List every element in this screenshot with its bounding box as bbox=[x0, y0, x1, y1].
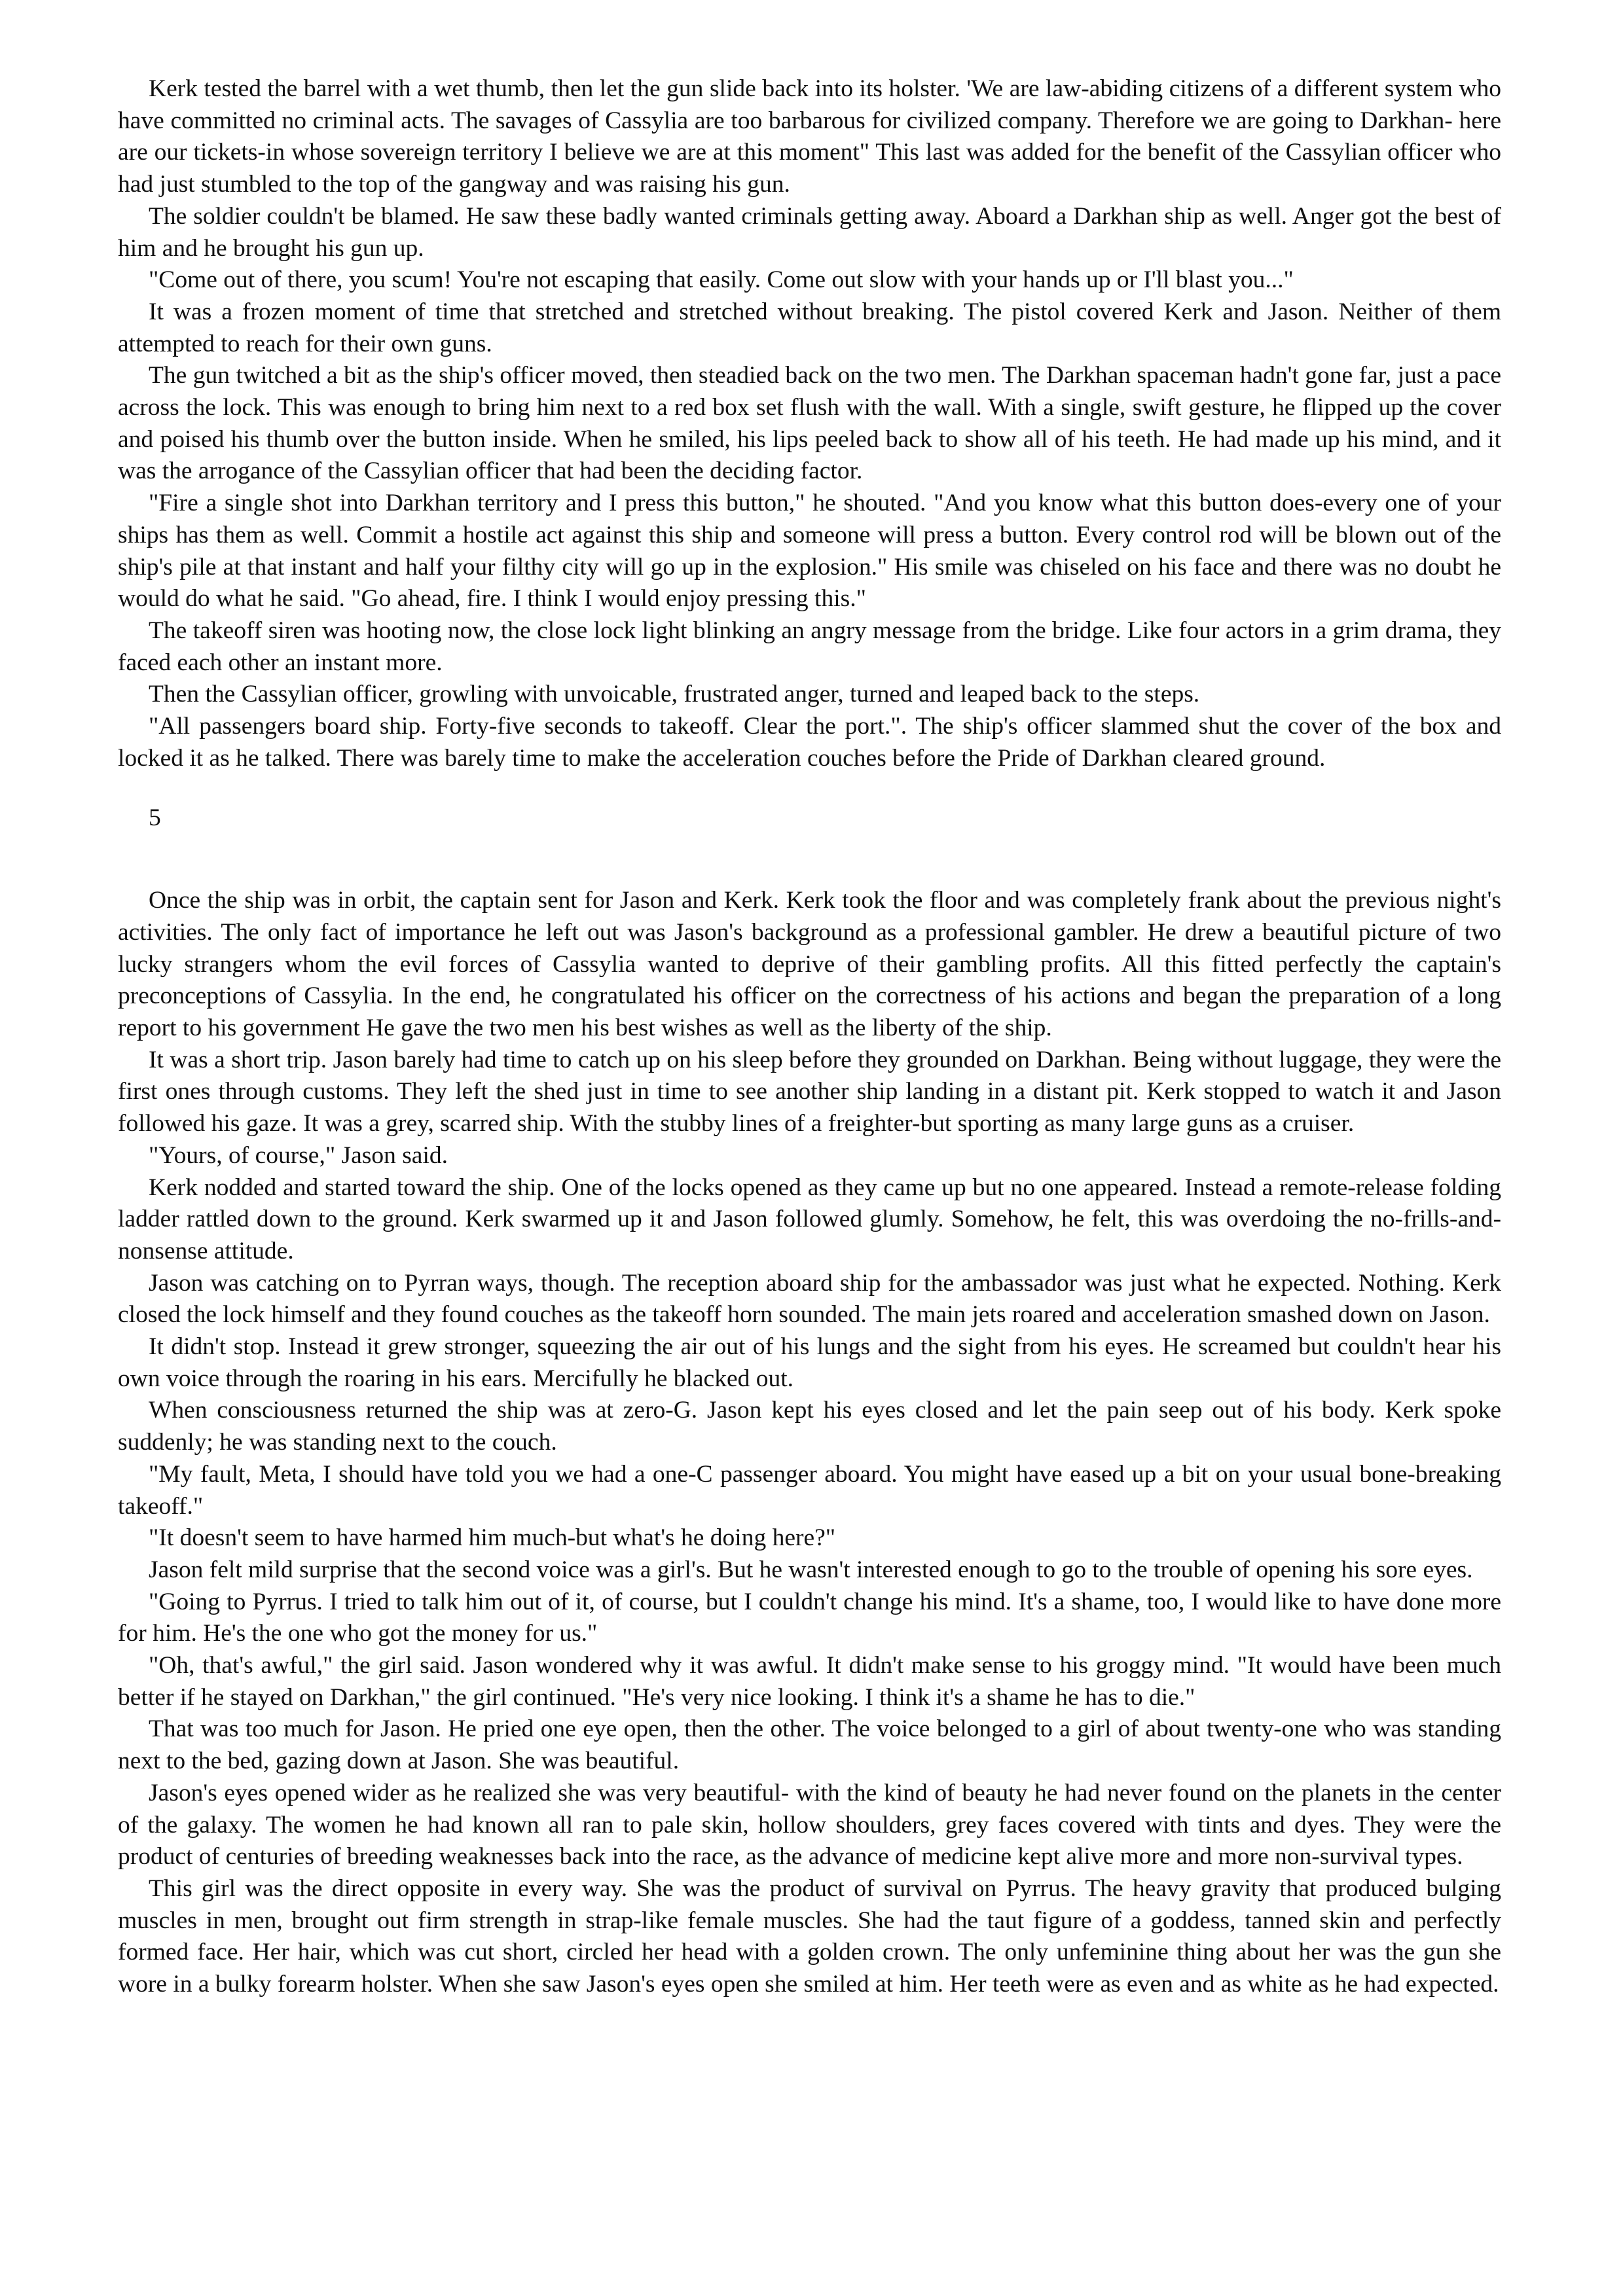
paragraph: "Oh, that's awful," the girl said. Jason wondered why it was awful. It didn't make sense to his groggy mind. "It would have been much better if he stayed on Darkhan," the girl continued. "He's very nice looking. I think it's a shame he has to die." bbox=[118, 1652, 1501, 1711]
paragraph: "Fire a single shot into Darkhan territory and I press this button," he shouted. "And you know what this button does-every one of your ships has them as well. Commit a hostile act against this ship and someone will press a button. Every control rod will be blown out of the ship's pile at that instant and half your filthy city will go up in the explosion." His smile was chiseled on his face and there was no doubt he would do what he said. "Go ahead, fire. I think I would enjoy pressing this." bbox=[118, 490, 1501, 613]
paragraph: It didn't stop. Instead it grew stronger, squeezing the air out of his lungs and the sight from his eyes. He screamed but couldn't hear his own voice through the roaring in his ears. Mercifully he blacked out. bbox=[118, 1333, 1501, 1392]
paragraph: When consciousness returned the ship was at zero-G. Jason kept his eyes closed and let the pain seep out of his body. Kerk spoke suddenly; he was standing next to the couch. bbox=[118, 1397, 1501, 1456]
paragraph: The takeoff siren was hooting now, the close lock light blinking an angry message from the bridge. Like four actors in a grim drama, they faced each other an instant more. bbox=[118, 617, 1501, 676]
document-page bbox=[118, 73, 1501, 2001]
paragraph: Jason's eyes opened wider as he realized she was very beautiful- with the kind of beauty he had never found on the planets in the center of the galaxy. The women he had known all ran to pale skin, hollow shoulders, grey faces covered with tints and dyes. They were the product of centuries of breeding weaknesses back into the race, as the advance of medicine kept alive more and more non-survival types. bbox=[118, 1779, 1501, 1871]
paragraph: Once the ship was in orbit, the captain sent for Jason and Kerk. Kerk took the floor and was completely frank about the previous night's activities. The only fact of importance he left out was Jason's background as a professional gambler. He drew a beautiful picture of two lucky strangers whom the evil forces of Cassylia wanted to deprive of their gambling profits. All this fitted perfectly the captain's preconceptions of Cassylia. In the end, he congratulated his officer on the correctness of his actions and began the preparation of a long report to his government He gave the two men his best wishes as well as the liberty of the ship. bbox=[118, 887, 1501, 1041]
paragraph: The gun twitched a bit as the ship's officer moved, then steadied back on the two men. The Darkhan spaceman hadn't gone far, just a pace across the lock. This was enough to bring him next to a red box set flush with the wall. With a single, swift gesture, he flipped up the cover and poised his thumb over the button inside. When he smiled, his lips peeled back to show all of his teeth. He had made up his mind, and it was the arrogance of the Cassylian officer that had been the deciding factor. bbox=[118, 362, 1501, 485]
paragraph: Kerk nodded and started toward the ship. One of the locks opened as they came up but no one appeared. Instead a remote-release folding ladder rattled down to the ground. Kerk swarmed up it and Jason followed glumly. Somehow, he felt, this was overdoing the no-frills-and-nonsense attitude. bbox=[118, 1174, 1501, 1265]
paragraph: "All passengers board ship. Forty-five seconds to takeoff. Clear the port.". The ship's officer slammed shut the cover of the box and locked it as he talked. There was barely time to make the acceleration couches before the Pride of Darkhan cleared ground. bbox=[118, 713, 1501, 772]
paragraph: Then the Cassylian officer, growling with unvoicable, frustrated anger, turned and leaped back to the steps. bbox=[149, 681, 1200, 708]
paragraph: "It doesn't seem to have harmed him much-but what's he doing here?" bbox=[149, 1524, 836, 1552]
paragraph: It was a frozen moment of time that stretched and stretched without breaking. The pistol covered Kerk and Jason. Neither of them attempted to reach for their own guns. bbox=[118, 298, 1501, 357]
paragraph: This girl was the direct opposite in every way. She was the product of survival on Pyrrus. The heavy gravity that produced bulging muscles in men, brought out firm strength in strap-like female muscles. She had the taut figure of a goddess, tanned skin and perfectly formed face. Her hair, which was cut short, circled her head with a golden crown. The only unfeminine thing about her was the gun she wore in a bulky forearm holster. When she saw Jason's eyes open she smiled at him. Her teeth were as even and as white as he had expected. bbox=[118, 1874, 1501, 1998]
paragraph: "Yours, of course," Jason said. bbox=[149, 1141, 448, 1169]
paragraph: The soldier couldn't be blamed. He saw these badly wanted criminals getting away. Aboard a Darkhan ship as well. Anger got the best of him and he brought his gun up. bbox=[118, 202, 1501, 262]
paragraph: Jason was catching on to Pyrran ways, though. The reception aboard ship for the ambassador was just what he expected. Nothing. Kerk closed the lock himself and they found couches as the takeoff horn sounded. The main jets roared and acceleration smashed down on Jason. bbox=[118, 1269, 1501, 1329]
paragraph: "Come out of there, you scum! You're not escaping that easily. Come out slow with your hands up or I'll blast you..." bbox=[149, 266, 1294, 294]
paragraph: It was a short trip. Jason barely had time to catch up on his sleep before they grounded on Darkhan. Being without luggage, they were the first ones through customs. They left the shed just in time to see another ship landing in a distant pit. Kerk stopped to watch it and Jason followed his gaze. It was a grey, scarred ship. With the stubby lines of a freighter-but sporting as many large guns as a cruiser. bbox=[118, 1046, 1501, 1138]
paragraph: That was too much for Jason. He pried one eye open, then the other. The voice belonged to a girl of about twenty-one who was standing next to the bed, gazing down at Jason. She was beautiful. bbox=[118, 1715, 1501, 1775]
paragraph: "Going to Pyrrus. I tried to talk him out of it, of course, but I couldn't change his mind. It's a shame, too, I would like to have done more for him. He's the one who got the money for us." bbox=[118, 1588, 1501, 1647]
paragraph: "My fault, Meta, I should have told you we had a one-C passenger aboard. You might have eased up a bit on your usual bone-breaking takeoff." bbox=[118, 1460, 1501, 1520]
paragraph: Kerk tested the barrel with a wet thumb, then let the gun slide back into its holster. 'We are law-abiding citizens of a different system who have committed no criminal acts. The savages of Cassylia are too barbarous for civilized company. Therefore we are going to Darkhan- here are our tickets-in whose sovereign territory I believe we are at this moment" This last was added for the benefit of the Cassylian officer who had just stumbled to the top of the gangway and was raising his gun. bbox=[118, 75, 1501, 198]
paragraph: Jason felt mild surprise that the second voice was a girl's. But he wasn't interested enough to go to the trouble of opening his sore eyes. bbox=[149, 1556, 1473, 1583]
chapter-number: 5 bbox=[149, 804, 161, 832]
